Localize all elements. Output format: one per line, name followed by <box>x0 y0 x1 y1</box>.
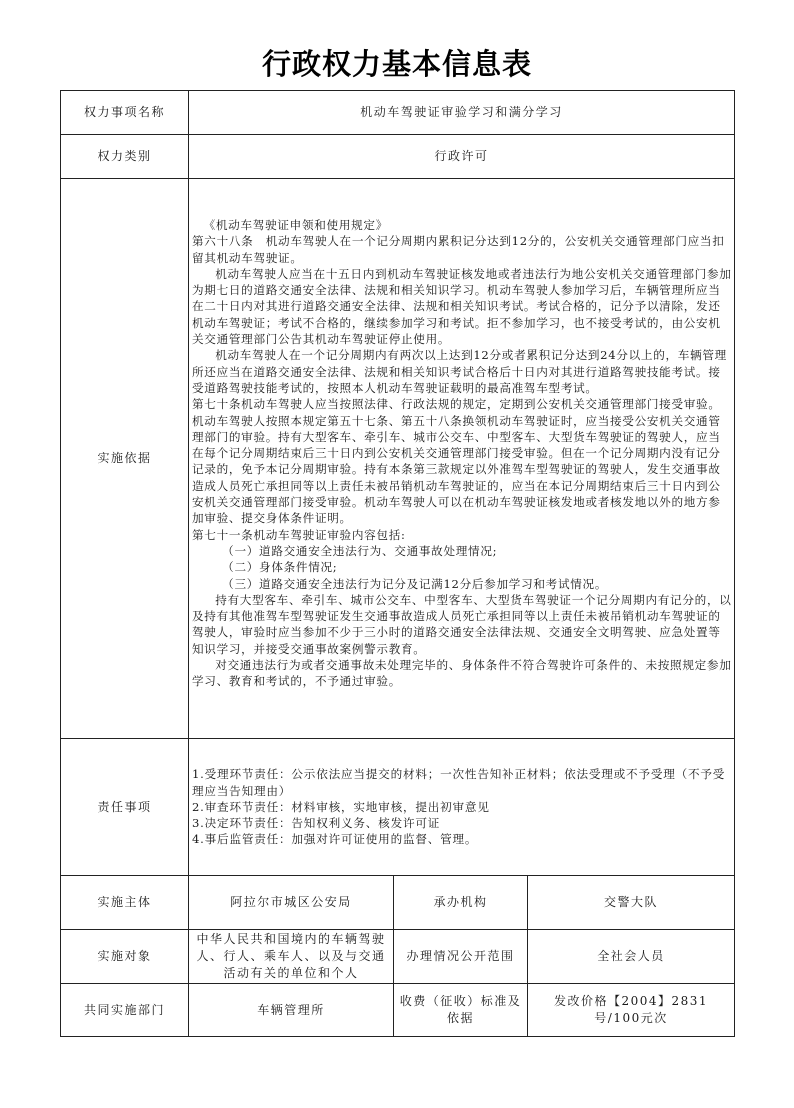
label-duties: 责任事项 <box>61 739 189 876</box>
basis-paragraph: （二）身体条件情况; <box>222 560 338 575</box>
value-subject: 阿拉尔市城区公安局 <box>189 876 394 930</box>
label-power-name: 权力事项名称 <box>61 91 189 135</box>
row-power-category <box>61 135 735 179</box>
label-subject: 实施主体 <box>61 876 189 930</box>
row-duties <box>61 739 735 876</box>
basis-paragraph: 《机动车驾驶证申领和使用规定》 <box>203 218 389 232</box>
basis-paragraph: 持有大型客车、牵引车、城市公交车、中型客车、大型货车驾驶证一个记分周期内有记分的，以及持有其他准驾车型驾驶证发生交通事故造成人员死亡承担同等以上责任未被吊销机动车驾驶证的驾驶人，审验时应当参加不少于三小时的道路交通安全法律法规、交通安全文明驾驶、应急处置等知识学习，并接受交通事故案例警示教育。 <box>192 592 732 656</box>
row-legal-basis <box>61 179 735 739</box>
value-power-name: 机动车驾驶证审验学习和满分学习 <box>189 91 735 135</box>
row-target <box>61 930 735 984</box>
duty-item: 2.审查环节责任：材料审核，实地审核，提出初审意见 <box>192 799 490 814</box>
basis-paragraph: 第七十条机动车驾驶人应当按照法律、行政法规的规定，定期到公安机关交通管理部门接受审验。机动车驾驶人按照本规定第五十七条、第五十八条换领机动车驾驶证时，应当接受公安机关交通管理部门的审验。持有大型客车、牵引车、城市公交车、中型客车、大型货车驾驶证的驾驶人，应当在每个记分周期结束后三十日内到公安机关交通管理部门接受审验。但在一个记分周期内没有记分记录的，免予本记分周期审验。持有本条第三款规定以外准驾车型驾驶证的驾驶人，发生交通事故造成人员死亡承担同等以上责任未被吊销机动车驾驶证的，应当在本记分周期结束后三十日内到公安机关交通管理部门接受审验。机动车驾驶人可以在机动车驾驶证核发地或者核发地以外的地方参加审验、提交身体条件证明。 <box>192 397 721 526</box>
duty-item: 1.受理环节责任：公示依法应当提交的材料；一次性告知补正材料；依法受理或不予受理（不予受理应当告知理由） <box>192 767 726 798</box>
value-target: 中华人民共和国境内的车辆驾驶人、行人、乘车人、以及与交通活动有关的单位和个人 <box>189 930 394 984</box>
label-disclosure-scope: 办理情况公开范围 <box>394 930 528 984</box>
label-handling-agency: 承办机构 <box>394 876 528 930</box>
duty-item: 4.事后监管责任：加强对许可证使用的监督、管理。 <box>192 832 478 847</box>
basis-paragraph: 对交通违法行为或者交通事故未处理完毕的、身体条件不符合驾驶许可条件的、未按照规定参加学习、教育和考试的，不予通过审验。 <box>192 658 732 689</box>
value-power-category: 行政许可 <box>189 135 735 179</box>
value-disclosure-scope: 全社会人员 <box>528 930 735 984</box>
value-legal-basis <box>189 179 735 739</box>
value-fee-standard: 发改价格【2004】2831号/100元次 <box>528 984 735 1037</box>
row-power-name <box>61 91 735 135</box>
info-table <box>60 90 735 1037</box>
page-title: 行政权力基本信息表 <box>261 47 532 81</box>
basis-paragraph: （一）道路交通安全违法行为、交通事故处理情况; <box>222 543 498 558</box>
basis-paragraph: 机动车驾驶人应当在十五日内到机动车驾驶证核发地或者违法行为地公安机关交通管理部门参加为期七日的道路交通安全法律、法规和相关知识学习。机动车驾驶人参加学习后，车辆管理所应当在二十日内对其进行道路交通安全法律、法规和相关知识考试。考试合格的，记分予以清除，发还机动车驾驶证；考试不合格的，继续参加学习和考试。拒不参加学习，也不接受考试的，由公安机关交通管理部门公告其机动车驾驶证停止使用。 <box>192 266 732 347</box>
basis-paragraph: 第七十一条机动车驾驶证审验内容包括: <box>192 527 406 542</box>
basis-paragraph: 机动车驾驶人在一个记分周期内有两次以上达到12分或者累积记分达到24分以上的，车辆管理所还应当在道路交通安全法律、法规和相关知识考试合格后十日内对其进行道路驾驶技能考试。接受道路驾驶技能考试的，按照本人机动车驾驶证载明的最高准驾车型考试。 <box>192 348 727 395</box>
value-handling-agency: 交警大队 <box>528 876 735 930</box>
label-target: 实施对象 <box>61 930 189 984</box>
row-subject <box>61 876 735 930</box>
label-joint-dept: 共同实施部门 <box>61 984 189 1037</box>
basis-paragraph: 第六十八条 机动车驾驶人在一个记分周期内累积记分达到12分的，公安机关交通管理部门应当扣留其机动车驾驶证。 <box>192 234 725 265</box>
value-joint-dept: 车辆管理所 <box>189 984 394 1037</box>
duty-item: 3.决定环节责任：告知权利义务、核发许可证 <box>192 816 441 831</box>
basis-paragraph: （三）道路交通安全违法行为记分及记满12分后参加学习和考试情况。 <box>222 576 608 591</box>
row-joint <box>61 984 735 1037</box>
label-fee-standard: 收费（征收）标准及依据 <box>394 984 528 1037</box>
label-legal-basis: 实施依据 <box>61 179 189 739</box>
label-power-category: 权力类别 <box>61 135 189 179</box>
value-duties <box>189 739 735 876</box>
